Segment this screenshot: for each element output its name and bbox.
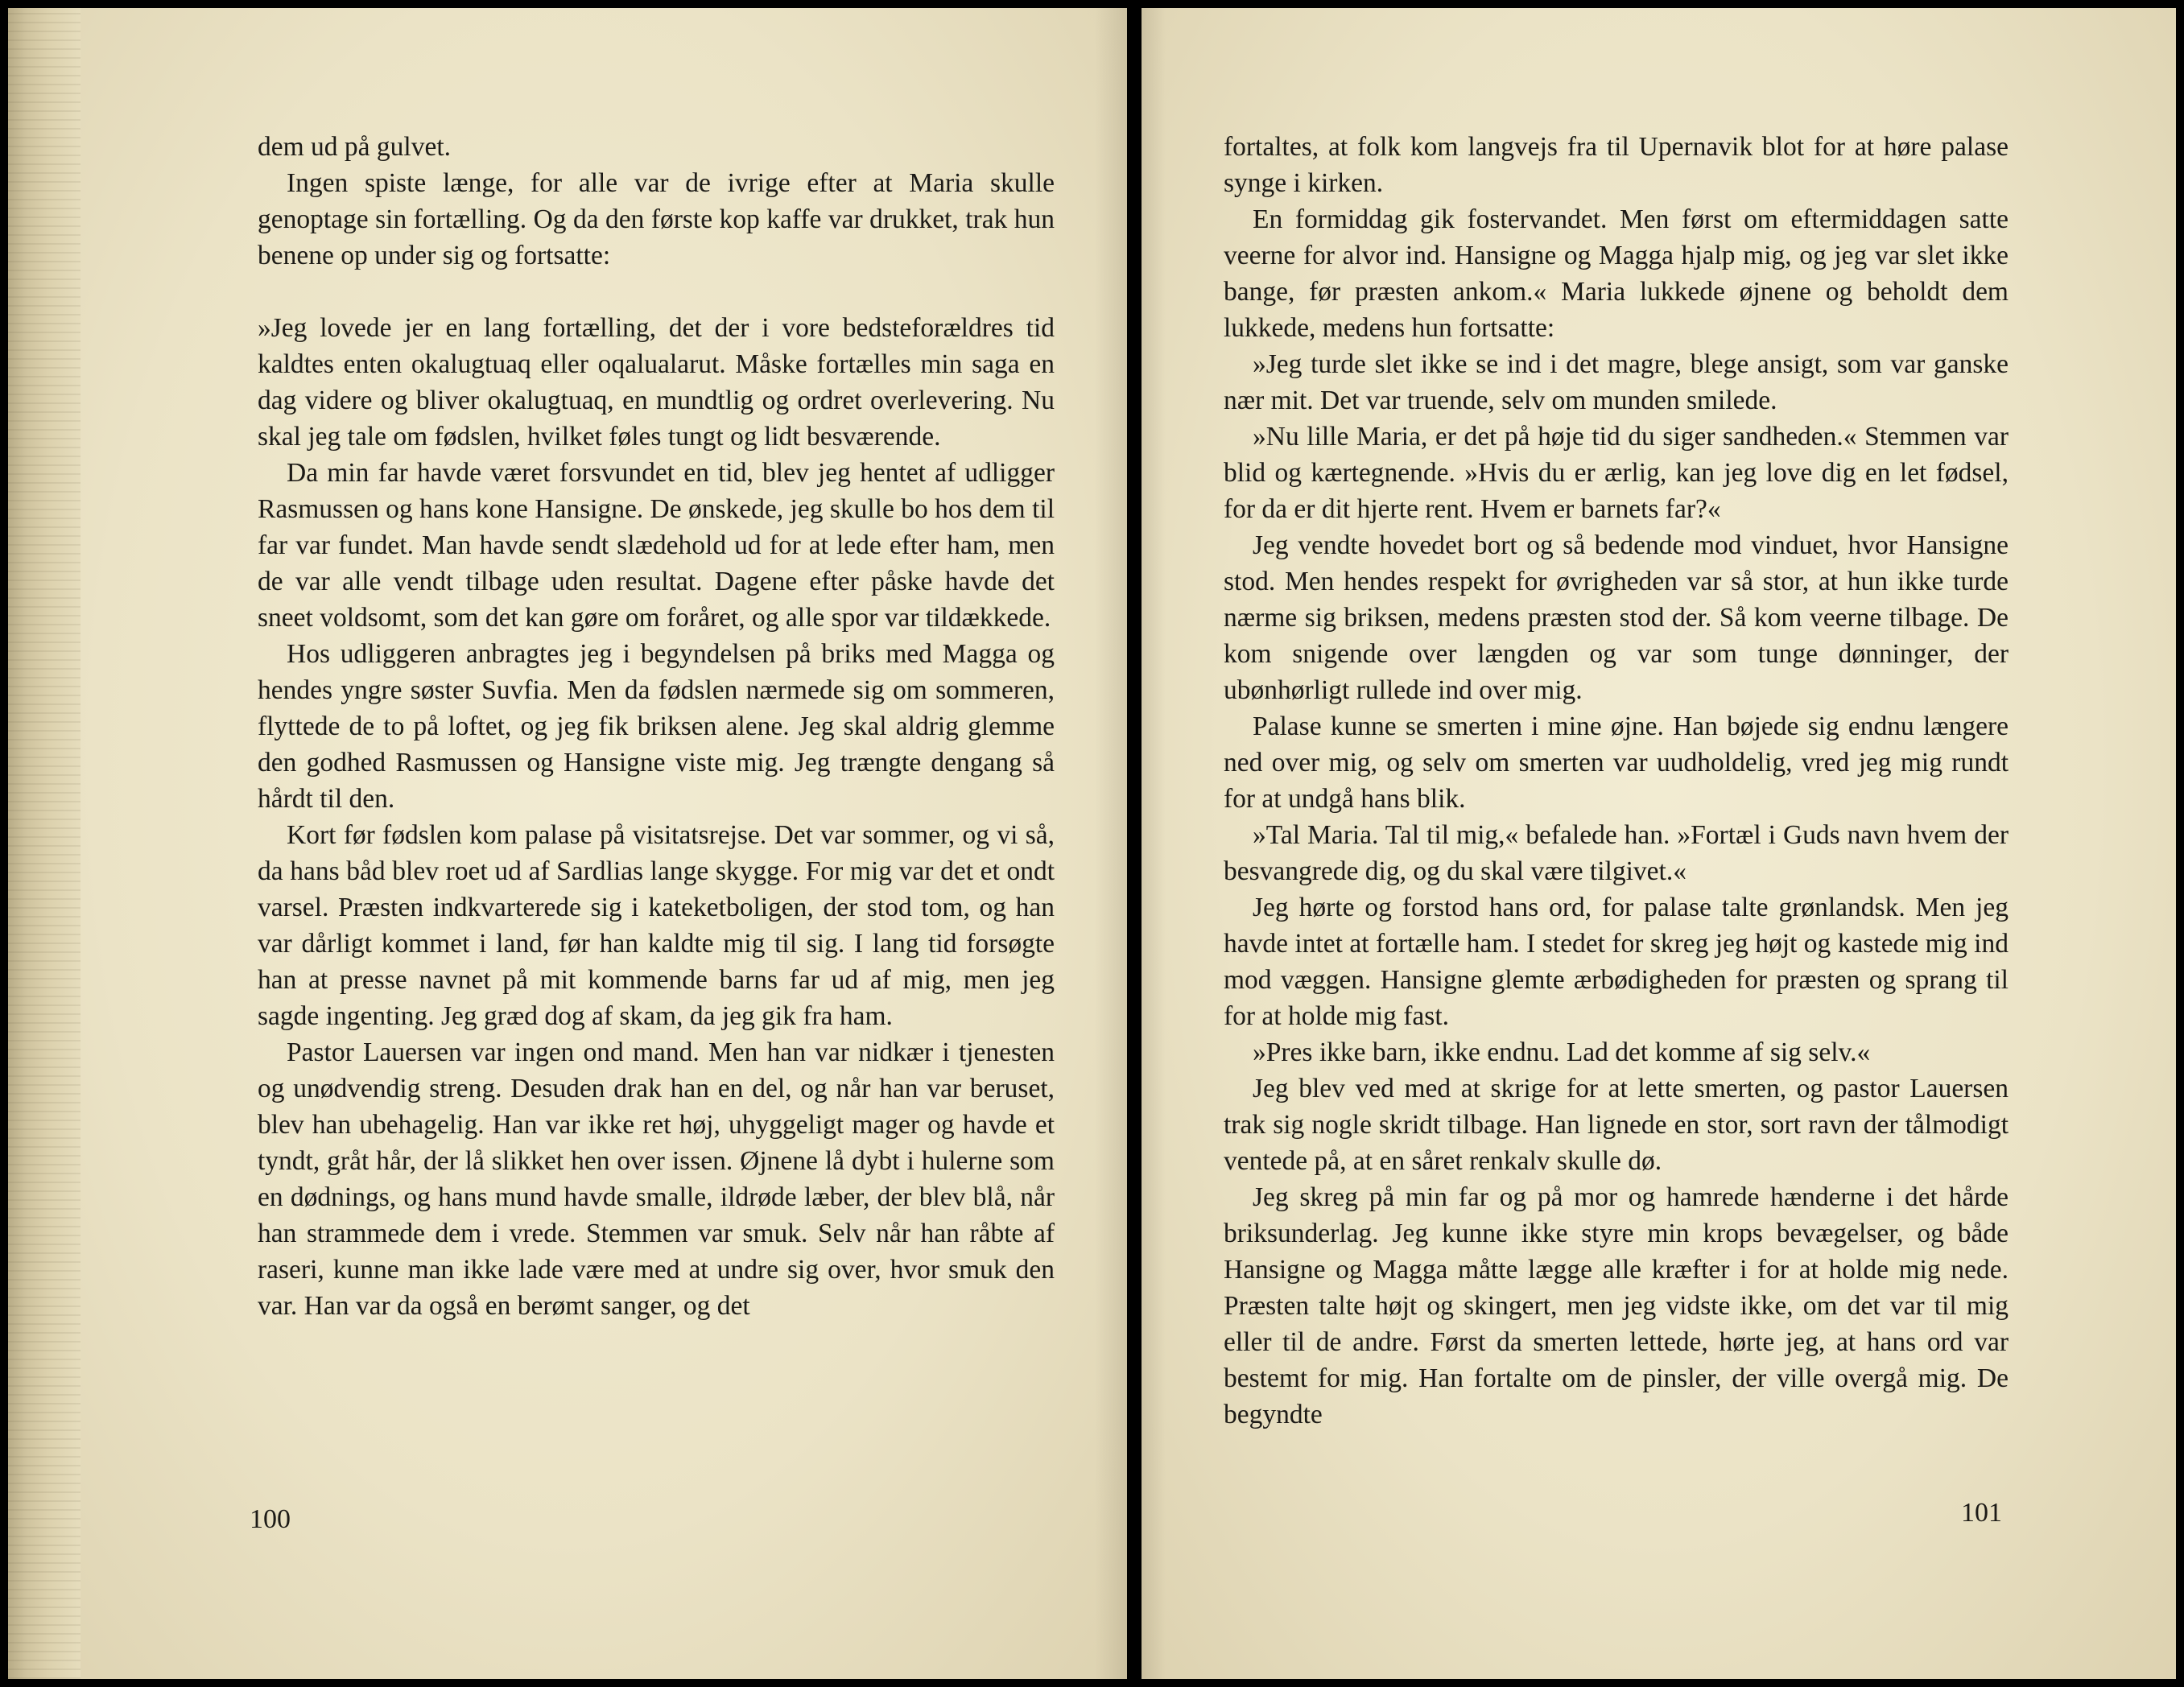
paragraph: Kort før fødslen kom palase på visitatsrejse. Det var sommer, og vi så, da hans båd blev roet ud af Sardlias lange skygge. For mig var det et ondt varsel. Præsten indkvarterede sig i kateketboligen, der stod tom, og han var dårligt kommet i land, før han kaldte mig til sig. I lang tid forsøgte han at presse navnet på mit kommende barns far ud af mig, men jeg sagde ingenting. Jeg græd dog af skam, da jeg gik fra ham. — [258, 820, 1055, 1031]
left-page-text — [258, 129, 1055, 1324]
paragraph: Jeg vendte hovedet bort og så bedende mod vinduet, hvor Hansigne stod. Men hendes respekt for øvrigheden var så stor, at hun ikke turde nærme sig briksen, medens præsten stod der. Så kom veerne tilbage. De kom snigende over længden og var som tunge dønninger, der ubønhørligt rullede ind over mig. — [1224, 530, 2009, 705]
page-number: 101 — [1961, 1498, 2002, 1528]
paragraph: Ingen spiste længe, for alle var de ivrige efter at Maria skulle genoptage sin fortælling. Og da den første kop kaffe var drukket, trak hun benene op under sig og fortsatte: — [258, 168, 1055, 270]
right-page — [1142, 8, 2176, 1679]
paragraph: »Tal Maria. Tal til mig,« befalede han. »Fortæl i Guds navn hvem der besvangrede dig, og du skal være tilgivet.« — [1224, 820, 2009, 886]
paragraph: »Jeg lovede jer en lang fortælling, det der i vore bedsteforældres tid kaldtes enten okalugtuaq eller oqalualarut. Måske fortælles min saga en dag videre og bliver okalugtuaq, en mundtlig og ordret overlevering. Nu skal jeg tale om fødslen, hvilket føles tungt og lidt besværende. — [258, 313, 1055, 452]
page-edge-texture — [8, 8, 81, 1679]
paragraph: fortaltes, at folk kom langvejs fra til Upernavik blot for at høre palase synge i kirken. — [1224, 132, 2009, 198]
paragraph: Da min far havde været forsvundet en tid, blev jeg hentet af udligger Rasmussen og hans kone Hansigne. De ønskede, jeg skulle bo hos dem til far var fundet. Man havde sendt slædehold ud for at lede efter ham, men de var alle vendt tilbage uden resultat. Dagene efter påske havde det sneet voldsomt, som det kan gøre om foråret, og alle spor var tildækkede. — [258, 458, 1055, 633]
left-page — [8, 8, 1127, 1679]
page-number: 100 — [250, 1504, 291, 1534]
paragraph: »Nu lille Maria, er det på høje tid du siger sandheden.« Stemmen var blid og kærtegnende. »Hvis du er ærlig, kan jeg love dig en let fødsel, for da er dit hjerte rent. Hvem er barnets far?« — [1224, 422, 2009, 524]
paragraph: Palase kunne se smerten i mine øjne. Han bøjede sig endnu længere ned over mig, og selv om smerten var uudholdelig, vred jeg mig rundt for at undgå hans blik. — [1224, 712, 2009, 814]
paragraph: Jeg hørte og forstod hans ord, for palase talte grønlandsk. Men jeg havde intet at fortælle ham. I stedet for skreg jeg højt og kastede mig ind mod væggen. Hansigne glemte ærbødigheden for præsten og sprang til for at holde mig fast. — [1224, 893, 2009, 1031]
paragraph: Hos udliggeren anbragtes jeg i begyndelsen på briks med Magga og hendes yngre søster Suvfia. Men da fødslen nærmede sig om sommeren, flyttede de to på loftet, og jeg fik briksen alene. Jeg skal aldrig glemme den godhed Rasmussen og Hansigne viste mig. Jeg trængte dengang så hårdt til den. — [258, 639, 1055, 814]
right-page-text — [1224, 129, 2009, 1433]
paragraph: En formiddag gik fostervandet. Men først om eftermiddagen satte veerne for alvor ind. Hansigne og Magga hjalp mig, og jeg var slet ikke bange, før præsten ankom.« Maria lukkede øjnene og beholdt dem lukkede, medens hun fortsatte: — [1224, 204, 2009, 343]
gutter-shadow — [1095, 8, 1127, 1679]
paragraph: »Pres ikke barn, ikke endnu. Lad det komme af sig selv.« — [1253, 1037, 1871, 1067]
paragraph: Jeg skreg på min far og på mor og hamrede hænderne i det hårde briksunderlag. Jeg kunne ikke styre min krops bevægelser, og både Hansigne og Magga måtte lægge alle kræfter i for at holde mig nede. Præsten talte højt og skingert, men jeg vidste ikke, om det var til mig eller til de andre. Først da smerten lettede, hørte jeg, at hans ord var bestemt for mig. Han fortalte om de pinsler, der ville overgå mig. De begyndte — [1224, 1182, 2009, 1429]
paragraph: dem ud på gulvet. — [258, 132, 452, 162]
paragraph: Jeg blev ved med at skrige for at lette smerten, og pastor Lauersen trak sig nogle skridt tilbage. Han lignede en stor, sort ravn der tålmodigt ventede på, at en såret renkalv skulle dø. — [1224, 1074, 2009, 1176]
paragraph: Pastor Lauersen var ingen ond mand. Men han var nidkær i tjenesten og unødvendig streng. Desuden drak han en del, og når han var beruset, blev han ubehagelig. Han var ikke ret høj, uhyggeligt mager og havde et tyndt, gråt hår, der lå slikket hen over issen. Øjnene lå dybt i hulerne som en dødnings, og hans mund havde smalle, ildrøde læber, der blev blå, når han strammede dem i vrede. Stemmen var smuk. Selv når han råbte af raseri, kunne man ikke lade være med at undre sig over, hvor smuk den var. Han var da også en berømt sanger, og det — [258, 1037, 1055, 1321]
gutter-shadow — [1142, 8, 1166, 1679]
paragraph: »Jeg turde slet ikke se ind i det magre, blege ansigt, som var ganske nær mit. Det var truende, selv om munden smilede. — [1224, 349, 2009, 415]
